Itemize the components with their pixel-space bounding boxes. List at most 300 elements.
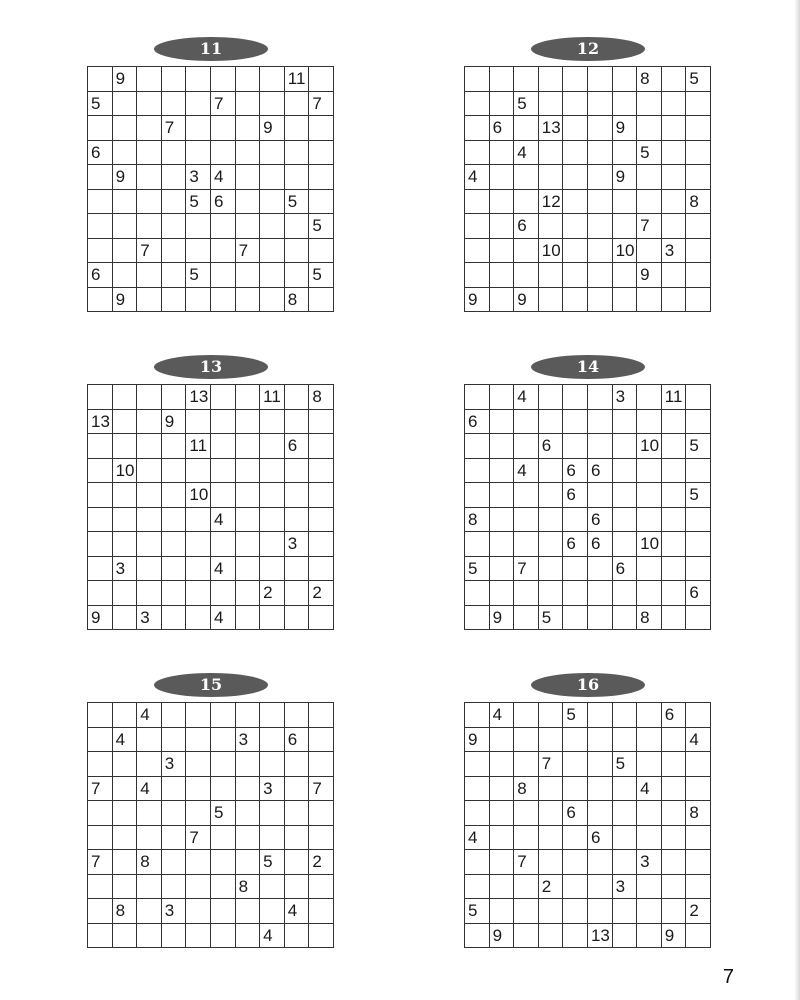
empty-cell[interactable]	[88, 874, 113, 899]
empty-cell[interactable]	[587, 140, 612, 165]
empty-cell[interactable]	[612, 581, 637, 606]
empty-cell[interactable]	[260, 91, 285, 116]
empty-cell[interactable]	[538, 67, 563, 92]
clue-cell[interactable]: 5	[186, 189, 211, 214]
empty-cell[interactable]	[161, 874, 186, 899]
empty-cell[interactable]	[637, 825, 662, 850]
empty-cell[interactable]	[260, 507, 285, 532]
empty-cell[interactable]	[465, 923, 490, 948]
clue-cell[interactable]: 4	[284, 899, 309, 924]
empty-cell[interactable]	[563, 923, 588, 948]
empty-cell[interactable]	[686, 263, 711, 288]
clue-cell[interactable]: 8	[235, 874, 260, 899]
clue-cell[interactable]: 8	[309, 385, 334, 410]
empty-cell[interactable]	[489, 483, 514, 508]
clue-cell[interactable]: 6	[210, 189, 235, 214]
empty-cell[interactable]	[186, 727, 211, 752]
empty-cell[interactable]	[489, 801, 514, 826]
empty-cell[interactable]	[235, 91, 260, 116]
clue-cell[interactable]: 9	[465, 727, 490, 752]
empty-cell[interactable]	[465, 776, 490, 801]
empty-cell[interactable]	[489, 385, 514, 410]
empty-cell[interactable]	[210, 67, 235, 92]
empty-cell[interactable]	[210, 385, 235, 410]
empty-cell[interactable]	[514, 605, 539, 630]
empty-cell[interactable]	[612, 67, 637, 92]
empty-cell[interactable]	[137, 287, 162, 312]
empty-cell[interactable]	[465, 263, 490, 288]
empty-cell[interactable]	[686, 140, 711, 165]
clue-cell[interactable]: 7	[88, 776, 113, 801]
empty-cell[interactable]	[137, 801, 162, 826]
empty-cell[interactable]	[112, 874, 137, 899]
empty-cell[interactable]	[210, 874, 235, 899]
empty-cell[interactable]	[514, 825, 539, 850]
clue-cell[interactable]: 6	[465, 409, 490, 434]
empty-cell[interactable]	[260, 556, 285, 581]
clue-cell[interactable]: 4	[514, 140, 539, 165]
clue-cell[interactable]: 6	[661, 703, 686, 728]
clue-cell[interactable]: 7	[514, 556, 539, 581]
empty-cell[interactable]	[514, 116, 539, 141]
empty-cell[interactable]	[661, 874, 686, 899]
empty-cell[interactable]	[612, 263, 637, 288]
empty-cell[interactable]	[235, 409, 260, 434]
empty-cell[interactable]	[161, 532, 186, 557]
empty-cell[interactable]	[309, 409, 334, 434]
empty-cell[interactable]	[563, 850, 588, 875]
empty-cell[interactable]	[309, 874, 334, 899]
empty-cell[interactable]	[309, 238, 334, 263]
empty-cell[interactable]	[137, 140, 162, 165]
empty-cell[interactable]	[309, 727, 334, 752]
empty-cell[interactable]	[161, 238, 186, 263]
empty-cell[interactable]	[210, 214, 235, 239]
empty-cell[interactable]	[284, 703, 309, 728]
empty-cell[interactable]	[637, 556, 662, 581]
empty-cell[interactable]	[88, 458, 113, 483]
empty-cell[interactable]	[284, 214, 309, 239]
clue-cell[interactable]: 4	[514, 458, 539, 483]
empty-cell[interactable]	[309, 140, 334, 165]
clue-cell[interactable]: 10	[637, 434, 662, 459]
empty-cell[interactable]	[260, 67, 285, 92]
clue-cell[interactable]: 6	[563, 483, 588, 508]
empty-cell[interactable]	[284, 605, 309, 630]
clue-cell[interactable]: 4	[137, 776, 162, 801]
empty-cell[interactable]	[88, 801, 113, 826]
empty-cell[interactable]	[563, 507, 588, 532]
empty-cell[interactable]	[637, 91, 662, 116]
empty-cell[interactable]	[260, 483, 285, 508]
empty-cell[interactable]	[161, 923, 186, 948]
empty-cell[interactable]	[661, 776, 686, 801]
empty-cell[interactable]	[235, 116, 260, 141]
clue-cell[interactable]: 7	[514, 850, 539, 875]
clue-cell[interactable]: 5	[260, 850, 285, 875]
clue-cell[interactable]: 7	[161, 116, 186, 141]
clue-cell[interactable]: 10	[538, 238, 563, 263]
empty-cell[interactable]	[686, 409, 711, 434]
empty-cell[interactable]	[514, 238, 539, 263]
clue-cell[interactable]: 3	[186, 165, 211, 190]
empty-cell[interactable]	[137, 385, 162, 410]
empty-cell[interactable]	[686, 556, 711, 581]
empty-cell[interactable]	[563, 874, 588, 899]
clue-cell[interactable]: 5	[186, 263, 211, 288]
empty-cell[interactable]	[661, 801, 686, 826]
empty-cell[interactable]	[186, 116, 211, 141]
empty-cell[interactable]	[587, 67, 612, 92]
empty-cell[interactable]	[88, 165, 113, 190]
empty-cell[interactable]	[186, 532, 211, 557]
empty-cell[interactable]	[465, 874, 490, 899]
empty-cell[interactable]	[514, 923, 539, 948]
empty-cell[interactable]	[210, 923, 235, 948]
empty-cell[interactable]	[538, 850, 563, 875]
empty-cell[interactable]	[88, 825, 113, 850]
empty-cell[interactable]	[563, 409, 588, 434]
empty-cell[interactable]	[309, 605, 334, 630]
empty-cell[interactable]	[210, 899, 235, 924]
clue-cell[interactable]: 2	[260, 581, 285, 606]
empty-cell[interactable]	[210, 850, 235, 875]
empty-cell[interactable]	[538, 532, 563, 557]
clue-cell[interactable]: 5	[465, 899, 490, 924]
empty-cell[interactable]	[489, 556, 514, 581]
clue-cell[interactable]: 12	[538, 189, 563, 214]
empty-cell[interactable]	[612, 483, 637, 508]
clue-cell[interactable]: 4	[489, 703, 514, 728]
clue-cell[interactable]: 9	[612, 165, 637, 190]
empty-cell[interactable]	[538, 483, 563, 508]
empty-cell[interactable]	[563, 825, 588, 850]
clue-cell[interactable]: 7	[186, 825, 211, 850]
empty-cell[interactable]	[284, 556, 309, 581]
empty-cell[interactable]	[88, 727, 113, 752]
empty-cell[interactable]	[637, 874, 662, 899]
clue-cell[interactable]: 9	[612, 116, 637, 141]
empty-cell[interactable]	[112, 703, 137, 728]
empty-cell[interactable]	[538, 507, 563, 532]
empty-cell[interactable]	[235, 899, 260, 924]
empty-cell[interactable]	[637, 287, 662, 312]
empty-cell[interactable]	[465, 67, 490, 92]
clue-cell[interactable]: 3	[260, 776, 285, 801]
empty-cell[interactable]	[612, 91, 637, 116]
empty-cell[interactable]	[587, 556, 612, 581]
empty-cell[interactable]	[661, 458, 686, 483]
empty-cell[interactable]	[514, 703, 539, 728]
empty-cell[interactable]	[88, 507, 113, 532]
empty-cell[interactable]	[465, 752, 490, 777]
empty-cell[interactable]	[309, 116, 334, 141]
empty-cell[interactable]	[112, 923, 137, 948]
empty-cell[interactable]	[538, 556, 563, 581]
clue-cell[interactable]: 4	[260, 923, 285, 948]
clue-cell[interactable]: 4	[465, 825, 490, 850]
empty-cell[interactable]	[465, 605, 490, 630]
empty-cell[interactable]	[538, 703, 563, 728]
empty-cell[interactable]	[661, 850, 686, 875]
empty-cell[interactable]	[88, 116, 113, 141]
clue-cell[interactable]: 7	[538, 752, 563, 777]
empty-cell[interactable]	[112, 532, 137, 557]
empty-cell[interactable]	[309, 165, 334, 190]
empty-cell[interactable]	[661, 825, 686, 850]
empty-cell[interactable]	[686, 214, 711, 239]
empty-cell[interactable]	[514, 483, 539, 508]
empty-cell[interactable]	[309, 899, 334, 924]
empty-cell[interactable]	[514, 899, 539, 924]
empty-cell[interactable]	[686, 776, 711, 801]
empty-cell[interactable]	[686, 532, 711, 557]
empty-cell[interactable]	[514, 67, 539, 92]
empty-cell[interactable]	[309, 287, 334, 312]
clue-cell[interactable]: 8	[686, 801, 711, 826]
empty-cell[interactable]	[489, 409, 514, 434]
clue-cell[interactable]: 4	[210, 556, 235, 581]
empty-cell[interactable]	[538, 801, 563, 826]
empty-cell[interactable]	[235, 385, 260, 410]
empty-cell[interactable]	[260, 238, 285, 263]
empty-cell[interactable]	[186, 850, 211, 875]
empty-cell[interactable]	[260, 409, 285, 434]
empty-cell[interactable]	[587, 165, 612, 190]
empty-cell[interactable]	[260, 752, 285, 777]
empty-cell[interactable]	[235, 214, 260, 239]
empty-cell[interactable]	[587, 581, 612, 606]
empty-cell[interactable]	[186, 238, 211, 263]
empty-cell[interactable]	[137, 752, 162, 777]
empty-cell[interactable]	[112, 214, 137, 239]
empty-cell[interactable]	[137, 409, 162, 434]
clue-cell[interactable]: 5	[538, 605, 563, 630]
empty-cell[interactable]	[137, 727, 162, 752]
empty-cell[interactable]	[612, 434, 637, 459]
empty-cell[interactable]	[186, 458, 211, 483]
clue-cell[interactable]: 9	[112, 165, 137, 190]
empty-cell[interactable]	[612, 214, 637, 239]
empty-cell[interactable]	[489, 67, 514, 92]
clue-cell[interactable]: 9	[514, 287, 539, 312]
empty-cell[interactable]	[612, 189, 637, 214]
clue-cell[interactable]: 7	[637, 214, 662, 239]
empty-cell[interactable]	[661, 140, 686, 165]
empty-cell[interactable]	[137, 67, 162, 92]
empty-cell[interactable]	[112, 140, 137, 165]
empty-cell[interactable]	[465, 91, 490, 116]
empty-cell[interactable]	[514, 874, 539, 899]
empty-cell[interactable]	[186, 556, 211, 581]
empty-cell[interactable]	[161, 801, 186, 826]
empty-cell[interactable]	[563, 165, 588, 190]
empty-cell[interactable]	[235, 483, 260, 508]
empty-cell[interactable]	[637, 189, 662, 214]
clue-cell[interactable]: 3	[612, 874, 637, 899]
empty-cell[interactable]	[489, 581, 514, 606]
empty-cell[interactable]	[186, 605, 211, 630]
clue-cell[interactable]: 13	[88, 409, 113, 434]
empty-cell[interactable]	[161, 825, 186, 850]
empty-cell[interactable]	[587, 874, 612, 899]
empty-cell[interactable]	[489, 752, 514, 777]
empty-cell[interactable]	[112, 825, 137, 850]
empty-cell[interactable]	[112, 238, 137, 263]
empty-cell[interactable]	[235, 263, 260, 288]
empty-cell[interactable]	[686, 605, 711, 630]
empty-cell[interactable]	[661, 899, 686, 924]
clue-cell[interactable]: 13	[538, 116, 563, 141]
empty-cell[interactable]	[612, 287, 637, 312]
empty-cell[interactable]	[260, 287, 285, 312]
empty-cell[interactable]	[186, 776, 211, 801]
empty-cell[interactable]	[309, 189, 334, 214]
empty-cell[interactable]	[465, 483, 490, 508]
empty-cell[interactable]	[210, 483, 235, 508]
empty-cell[interactable]	[563, 189, 588, 214]
empty-cell[interactable]	[563, 752, 588, 777]
empty-cell[interactable]	[612, 899, 637, 924]
empty-cell[interactable]	[260, 899, 285, 924]
empty-cell[interactable]	[686, 458, 711, 483]
empty-cell[interactable]	[284, 923, 309, 948]
empty-cell[interactable]	[563, 91, 588, 116]
empty-cell[interactable]	[637, 752, 662, 777]
empty-cell[interactable]	[137, 434, 162, 459]
empty-cell[interactable]	[587, 385, 612, 410]
clue-cell[interactable]: 4	[112, 727, 137, 752]
empty-cell[interactable]	[186, 923, 211, 948]
empty-cell[interactable]	[489, 238, 514, 263]
clue-cell[interactable]: 3	[137, 605, 162, 630]
empty-cell[interactable]	[612, 850, 637, 875]
clue-cell[interactable]: 6	[587, 825, 612, 850]
empty-cell[interactable]	[661, 287, 686, 312]
clue-cell[interactable]: 13	[587, 923, 612, 948]
empty-cell[interactable]	[260, 434, 285, 459]
clue-cell[interactable]: 2	[309, 581, 334, 606]
empty-cell[interactable]	[284, 874, 309, 899]
clue-cell[interactable]: 8	[637, 605, 662, 630]
empty-cell[interactable]	[161, 67, 186, 92]
clue-cell[interactable]: 3	[637, 850, 662, 875]
clue-cell[interactable]: 5	[686, 434, 711, 459]
empty-cell[interactable]	[686, 165, 711, 190]
empty-cell[interactable]	[161, 385, 186, 410]
clue-cell[interactable]: 10	[637, 532, 662, 557]
empty-cell[interactable]	[161, 581, 186, 606]
empty-cell[interactable]	[637, 727, 662, 752]
empty-cell[interactable]	[465, 850, 490, 875]
empty-cell[interactable]	[563, 434, 588, 459]
empty-cell[interactable]	[538, 287, 563, 312]
clue-cell[interactable]: 8	[137, 850, 162, 875]
empty-cell[interactable]	[538, 214, 563, 239]
clue-cell[interactable]: 9	[112, 287, 137, 312]
empty-cell[interactable]	[260, 458, 285, 483]
empty-cell[interactable]	[88, 923, 113, 948]
empty-cell[interactable]	[538, 727, 563, 752]
empty-cell[interactable]	[637, 923, 662, 948]
clue-cell[interactable]: 6	[88, 263, 113, 288]
empty-cell[interactable]	[637, 116, 662, 141]
clue-cell[interactable]: 6	[284, 434, 309, 459]
empty-cell[interactable]	[137, 214, 162, 239]
empty-cell[interactable]	[186, 801, 211, 826]
empty-cell[interactable]	[538, 458, 563, 483]
empty-cell[interactable]	[284, 140, 309, 165]
empty-cell[interactable]	[489, 458, 514, 483]
clue-cell[interactable]: 3	[112, 556, 137, 581]
empty-cell[interactable]	[260, 263, 285, 288]
empty-cell[interactable]	[686, 507, 711, 532]
empty-cell[interactable]	[260, 727, 285, 752]
empty-cell[interactable]	[489, 263, 514, 288]
empty-cell[interactable]	[284, 581, 309, 606]
clue-cell[interactable]: 9	[112, 67, 137, 92]
empty-cell[interactable]	[309, 703, 334, 728]
empty-cell[interactable]	[210, 776, 235, 801]
empty-cell[interactable]	[210, 263, 235, 288]
empty-cell[interactable]	[563, 116, 588, 141]
clue-cell[interactable]: 8	[112, 899, 137, 924]
empty-cell[interactable]	[465, 116, 490, 141]
empty-cell[interactable]	[235, 140, 260, 165]
empty-cell[interactable]	[284, 91, 309, 116]
empty-cell[interactable]	[161, 727, 186, 752]
empty-cell[interactable]	[235, 581, 260, 606]
empty-cell[interactable]	[210, 727, 235, 752]
empty-cell[interactable]	[563, 67, 588, 92]
empty-cell[interactable]	[538, 825, 563, 850]
empty-cell[interactable]	[284, 165, 309, 190]
empty-cell[interactable]	[88, 899, 113, 924]
empty-cell[interactable]	[260, 874, 285, 899]
clue-cell[interactable]: 10	[186, 483, 211, 508]
clue-cell[interactable]: 4	[637, 776, 662, 801]
empty-cell[interactable]	[514, 752, 539, 777]
empty-cell[interactable]	[309, 67, 334, 92]
empty-cell[interactable]	[235, 923, 260, 948]
empty-cell[interactable]	[137, 899, 162, 924]
empty-cell[interactable]	[587, 899, 612, 924]
empty-cell[interactable]	[563, 776, 588, 801]
empty-cell[interactable]	[235, 556, 260, 581]
empty-cell[interactable]	[587, 91, 612, 116]
clue-cell[interactable]: 4	[465, 165, 490, 190]
empty-cell[interactable]	[161, 776, 186, 801]
empty-cell[interactable]	[612, 409, 637, 434]
clue-cell[interactable]: 7	[235, 238, 260, 263]
empty-cell[interactable]	[489, 874, 514, 899]
empty-cell[interactable]	[489, 140, 514, 165]
empty-cell[interactable]	[235, 850, 260, 875]
empty-cell[interactable]	[637, 458, 662, 483]
empty-cell[interactable]	[637, 703, 662, 728]
empty-cell[interactable]	[161, 189, 186, 214]
empty-cell[interactable]	[489, 189, 514, 214]
empty-cell[interactable]	[489, 532, 514, 557]
empty-cell[interactable]	[637, 581, 662, 606]
empty-cell[interactable]	[612, 605, 637, 630]
empty-cell[interactable]	[465, 532, 490, 557]
empty-cell[interactable]	[210, 532, 235, 557]
empty-cell[interactable]	[465, 434, 490, 459]
empty-cell[interactable]	[161, 263, 186, 288]
clue-cell[interactable]: 6	[612, 556, 637, 581]
empty-cell[interactable]	[186, 214, 211, 239]
